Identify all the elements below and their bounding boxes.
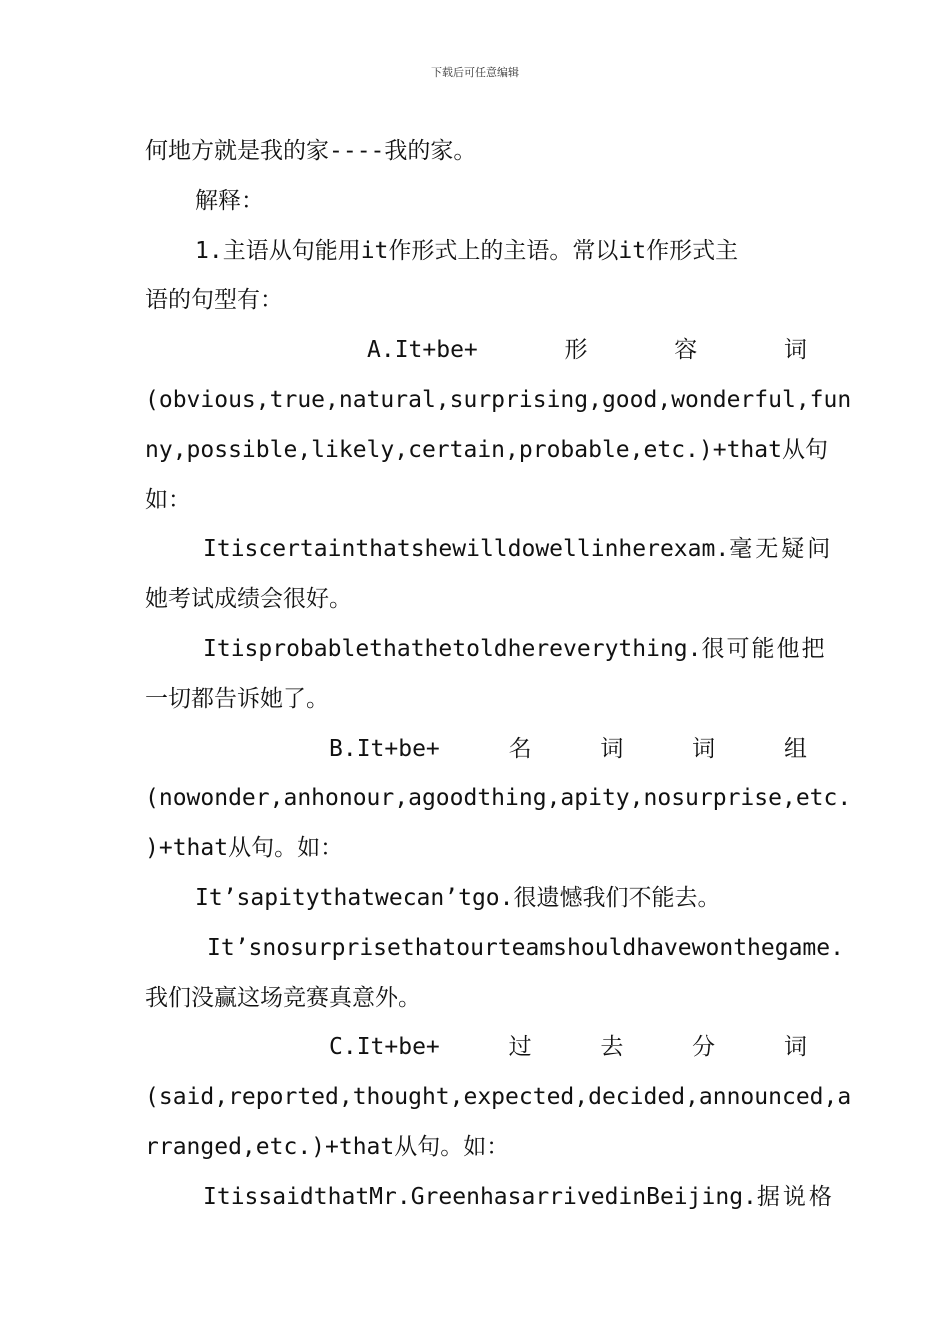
text-line: 她考试成绩会很好。	[145, 586, 352, 613]
pattern-b-word: 词	[600, 735, 624, 762]
pattern-c-word: 词	[783, 1034, 807, 1061]
text-line: 1.主语从句能用it作形式上的主语。常以it作形式主	[195, 237, 739, 264]
pattern-b-heading	[145, 725, 807, 775]
example-english: Itisprobablethathetoldhereverything.	[203, 635, 702, 662]
text-segment: 从	[781, 436, 805, 463]
text-line: (said,reported,thought,expected,decided,announced,a	[145, 1084, 852, 1111]
pattern-c-word: 去	[600, 1034, 624, 1061]
pattern-a-word: 容	[674, 337, 698, 364]
example-line: It’sapitythatwecan’tgo.很遗憾我们不能去。	[195, 884, 721, 911]
pattern-b-formula: B.It+be+	[329, 735, 440, 762]
example-line: It’snosurprisethatourteamshouldhavewonthegame.	[207, 934, 844, 961]
example-line	[145, 1173, 835, 1223]
page-header: 下载后可任意编辑	[431, 66, 519, 79]
pattern-a-word: 词	[783, 337, 807, 364]
pattern-b-word: 词	[692, 735, 716, 762]
pattern-b-word: 组	[783, 735, 807, 762]
example-chinese: 毫无疑问	[729, 536, 834, 563]
text-segment: ny,possible,likely,certain,probable,etc.)+that	[145, 436, 782, 463]
pattern-c-word: 过	[508, 1034, 532, 1061]
text-line: )+that从句。如：	[145, 835, 344, 862]
text-line: 如：	[145, 486, 191, 513]
text-line	[145, 426, 828, 476]
text-line: 一切都告诉她了。	[145, 685, 329, 712]
example-english: ItissaidthatMr.GreenhasarrivedinBeijing.	[203, 1183, 757, 1210]
text-line: (nowonder,anhonour,agoodthing,apity,nosurprise,etc.	[145, 785, 852, 812]
pattern-c-word: 分	[692, 1034, 716, 1061]
document-body	[145, 127, 852, 1223]
pattern-a-heading	[145, 326, 807, 376]
example-chinese: 很可能他把	[701, 635, 827, 662]
example-line	[145, 525, 834, 575]
pattern-c-formula: C.It+be+	[329, 1034, 440, 1061]
example-english: Itiscertainthatshewilldowellinherexam.	[203, 536, 730, 563]
pattern-a-word: 形	[564, 337, 588, 364]
pattern-c-heading	[145, 1023, 807, 1073]
example-line	[145, 625, 827, 675]
pattern-b-word: 名	[508, 735, 532, 762]
example-chinese: 据说格	[756, 1183, 835, 1210]
text-line: 何地方就是我的家----我的家。	[145, 138, 477, 164]
text-line: 语的句型有：	[145, 287, 283, 314]
text-line: rranged,etc.)+that从句。如：	[145, 1133, 510, 1160]
pattern-a-formula: A.It+be+	[367, 337, 478, 364]
text-segment: 句	[804, 436, 828, 463]
text-line: 我们没赢这场竞赛真意外。	[145, 984, 421, 1011]
text-line: (obvious,true,natural,surprising,good,wonderful,fun	[145, 386, 852, 413]
text-line: 解释：	[195, 187, 264, 214]
